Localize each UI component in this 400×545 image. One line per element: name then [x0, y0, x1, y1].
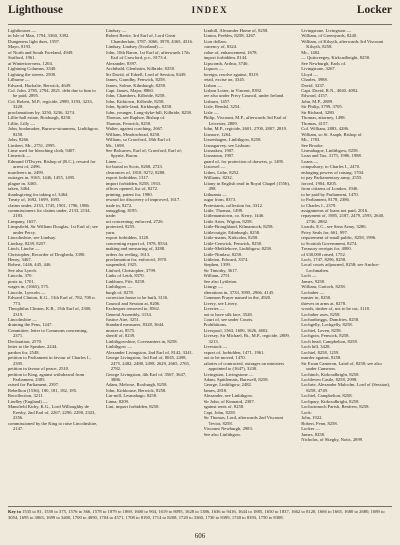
index-entry: Littlemanstown, co. Kerry, 1446. — [203, 213, 265, 219]
index-entry: trade in, 8272. — [105, 202, 133, 208]
index-entry: James, Solme, Kilmburgh, 8258. — [105, 82, 167, 88]
index-entry: Liverpool, 1563, 1606, 1626, 4602. — [203, 327, 269, 333]
index-entry: Lochiel, Leven, 8258. — [301, 327, 342, 333]
index-entry: Mansfield Kirby, K.G., Lord Willoughby de Eresby, 2nd Earl of, 2267, 2290, 2298, 2323, 2356. — [8, 404, 96, 421]
footer-key-text: 1535 to 81, 1550 to 375, 1576 to 366, 1578 to 1879 to 1869, 1600 to 904, 1619 to 8095, 1628 to 1386, 1636 to 9416, 1644 to 1885, 1650 to 1837, 1662 to 8120, 1666 to 1665, 1680 to 2680, 1689 to 3054, 1695 to 3063, 1699 to 3400, 1700 to 4090, 1704 to 4571, 1708 to 8190, 1714 to 8208, 1720 to 3360, 1730 to 8399, 1740 to 8393, 1750 to 8308. — [8, 509, 385, 520]
index-entry: Listowel — — [203, 164, 226, 170]
index-entry: Thomas, Fenwick, 8258. — [105, 120, 152, 126]
index-entry: Lochwinnoch Parish, Renfrew, 8258. — [301, 404, 370, 410]
index-entry: Common Prayer named in the, 4920. — [203, 295, 272, 301]
index-entry: of North and South Foreland, 4949. — [8, 49, 74, 55]
index-entry: Little-Meiklehove, Linlithgow, 8258. — [203, 246, 272, 252]
index-entry: Lindsay, 8239, 8257. — [8, 240, 47, 246]
index-entry: William, 2751. — [203, 273, 232, 279]
index-entry: John, 10th Baron, 1st Earl of, afterwards 17th Earl of Crawford, p.v., 8173 d. — [105, 49, 190, 61]
index-entry: for burial in Scots, 8268, 2723. — [105, 164, 163, 170]
index-entry: Littleton, Edward, 3374. — [203, 257, 249, 263]
index-entry: Standard measures, 8328, 3644. — [105, 322, 165, 328]
index-entry: against rents of, 8258. — [203, 404, 245, 410]
index-entry: Lochaber axes, 8258. — [301, 311, 341, 317]
index-entry: in Isle of Man, 1794, 3360, 3392. — [8, 33, 70, 39]
index-entry: Court of, see under Courts. — [203, 317, 254, 323]
index-entry: Lochiel, 8258, 1259. — [301, 349, 340, 355]
index-entry: Stephen, 1399. — [203, 262, 231, 268]
index-entry: Thomas, attorney, 1498. — [301, 115, 346, 121]
index-entry: offices opened, list of, 8272. — [105, 186, 159, 192]
index-entry: Lochgelly, Lochgelly, 8258. — [301, 322, 353, 328]
index-entry: taken, 3464. — [8, 186, 31, 192]
index-entry: Livesey, Sir Michael, Bt., M.P., regicide, 2809, 3213. — [203, 333, 290, 344]
index-entry: muster at, 8575. — [105, 327, 136, 333]
index-entry: John, bookmaker, Burrow-stounness, Linlithgow, 8258. — [8, 126, 99, 137]
index-entry: Loans — — [301, 158, 319, 164]
index-entry: not to be moved, 1470. — [203, 355, 246, 361]
index-column-1 — [8, 28, 99, 506]
index-entry: proclamations by, 3250, 3236, 3274. — [8, 109, 76, 115]
index-column-3 — [204, 28, 295, 506]
index-entry: Adam, Spittlemais, Barrwell, 8258. — [203, 377, 269, 382]
index-entry: currency of, 8324. — [203, 44, 238, 50]
index-entry: Alexander, 8397. — [105, 60, 138, 66]
running-header — [8, 4, 392, 25]
index-entry: murder against, 8258. — [301, 355, 342, 361]
index-entry: Linlithgow — — [105, 344, 132, 350]
index-entry: requirement of small public, 8258, 1996. — [301, 235, 377, 241]
index-entry: pardon for, 2548. — [8, 349, 40, 355]
index-entry: Livestock — — [203, 344, 228, 350]
index-entry: Sir Philip, 3799, 3705. — [301, 104, 343, 110]
index-entry: Loch — — [301, 273, 317, 279]
index-entry: Mr., 1482. — [301, 49, 321, 55]
index-entry: salaries of contracted, outrages on ministers appointed to (1647), 3230. — [203, 360, 285, 372]
index-entry: Livingstone, Livingston — — [301, 28, 352, 33]
index-entry: not to have silk lace, 3528. — [203, 311, 253, 317]
index-entry: General Assembly, 3134. — [105, 311, 152, 317]
index-column-4 — [301, 28, 392, 506]
index-entry: Lin-mill, Lesmahago, 8258. — [105, 393, 158, 399]
index-entry: Loch head, Campbelton, 8258. — [301, 338, 358, 344]
index-entry: Lochaber — — [301, 289, 325, 295]
index-entry: Adam, Melrose, Roxburgh, 8258. — [105, 382, 168, 388]
index-entry: raised for Parliament, 2397. — [8, 382, 60, 388]
index-entry: Capt. James, Major, 8860. — [105, 87, 154, 93]
index-entry: Lincolnshire, see Lindsay. — [8, 235, 57, 241]
index-entry: Sir Thomas, Lord, afterwards 2nd Viscount Teviot, 8258. — [203, 415, 284, 426]
index-entry: Sir Richard, 3280. — [301, 109, 335, 115]
index-entry: See also Linlithgow. — [203, 431, 242, 437]
index-entry: trade: — [105, 213, 117, 219]
index-entry: yarn: — [105, 229, 116, 235]
index-entry: James, 8258. — [301, 431, 326, 437]
index-entry: Lismahagoe, Linlithgow, 8258. — [301, 147, 359, 153]
index-entry: burgh of, 8278. — [105, 289, 134, 295]
index-entry: Capt. David, R.N., 4040, 4092. — [301, 87, 359, 93]
index-entry: Loan and Tax, 3175, 1986, 1988. — [301, 153, 362, 159]
index-entry: proclamation for, enforced, 1970. — [105, 257, 168, 263]
index-entry: Lint, import forbidden, 8258. — [105, 404, 160, 410]
index-entry: Alexander Livingston, 2nd Earl of, 8142, 3241. — [105, 349, 194, 355]
index-entry: Linkburn, Fife, 8258. — [105, 278, 146, 284]
index-entry: James, 9258. — [301, 278, 326, 284]
index-entry: Little, Thomas, 1498. — [203, 207, 244, 213]
index-entry: Lion dollars: — [203, 38, 228, 44]
index-entry: value of, enhancement, 1678. — [203, 49, 258, 55]
index-entry: Little-Cenwick, Fenwick, 8258. — [203, 240, 263, 246]
index-entry: John, 1922. — [301, 415, 323, 421]
index-entry: — Quitcreegey, Kirkcudbright, 8258. — [301, 55, 371, 61]
index-entry: Limpsfield, Sir William Douglas, 1st Earl of; see under Percy. — [8, 224, 98, 235]
index-entry: Lochgoin, Fenwick, 8258. — [301, 333, 350, 339]
index-entry: Robert Bertie, 3rd Earl of, Lord Great Chamberlain, 3787, 3066, 3978, 4365, 4316. — [105, 33, 194, 44]
index-entry: Livingston, Livingstone — — [203, 371, 254, 377]
index-entry: Lochiel, Campbelton, 8258. — [301, 393, 353, 399]
index-entry: foreign, resolve against, 8319. — [203, 71, 260, 77]
index-entry: thieves in arms at, 8278. — [301, 300, 347, 306]
index-entry: Lilburne — — [8, 77, 30, 83]
index-entry: Lloyd — — [301, 71, 318, 77]
index-entry: Christopher, Recorder of Drogheda, 3390. — [8, 251, 86, 257]
index-entry: petition in favour of peace, 2510. — [8, 366, 70, 372]
index-entry: Linch, Linche — — [8, 246, 40, 252]
index-entry: Lisle — — [203, 109, 219, 115]
index-entry: forced, 1904, 8205. — [301, 180, 338, 186]
index-entry: import forbidden, 8258, 1933. — [105, 180, 162, 186]
index-entry: Liturgy — — [203, 284, 223, 290]
index-entry: from citizens of London, 1946. — [301, 186, 359, 192]
index-entry: assignments of loans not paid, 2016. — [301, 207, 369, 213]
index-entry: William, Garioch, 8258. — [301, 284, 346, 290]
index-entry: Linlithgowshire, Covenanters in, 8258. — [105, 338, 178, 344]
index-entry: See Balcarres, Earl of; Crawford, Earl of; Spynie, Baron. — [105, 147, 183, 159]
index-entry: John, Kirktown, Kilbride, 8258. — [105, 98, 165, 104]
index-entry: suspended, 1925. — [105, 262, 138, 268]
index-entry: Links of Leith, 8370. — [105, 273, 145, 279]
index-entry: Mayo, 8193. — [8, 44, 32, 50]
index-entry: Lighthouses — — [8, 28, 37, 33]
index-entry: concerning export of, 1978, 8534. — [105, 240, 169, 246]
index-entry: Lochartbriggs, Dumfries, 8258. — [301, 317, 360, 323]
index-entry: sheriff of, 8239. — [105, 333, 136, 339]
index-entry: John, Chambers, Kilbride, 8258. — [105, 93, 166, 99]
index-entry: John, younger, Long-dyke-hill, Kilbride, 8258. — [105, 109, 192, 115]
index-entry: to be paid by Parliament, 1470. — [301, 191, 359, 197]
index-entry: export forbidden, 1317. — [105, 175, 150, 181]
index-entry: Lock: — [301, 409, 312, 415]
index-entry: Robert, Fenn, 8258. — [301, 420, 338, 426]
index-entry: George Livingston, 4th Earl of, 3567, 3647, 3886. — [105, 371, 187, 382]
index-entry: orders for reeling, 1613. — [105, 251, 151, 257]
index-entry: William, Meadowhead, 8258. — [105, 131, 161, 137]
index-entry: Lillie, Lilly — — [8, 120, 35, 126]
index-entry: Col. William, 2883, 4286. — [301, 126, 350, 132]
index-entry: Lochrie, Alexander Malcolm, Lord of (Session), 8258, 4749. — [301, 382, 391, 393]
index-entry: Sir Timothy, 3617. — [203, 267, 238, 273]
index-entry: muster in, 8258. — [301, 295, 332, 301]
index-entry: reward for discovery of improved, 1617. — [105, 197, 181, 203]
index-entry: Lindsay, Lindsey (Scotland) — — [105, 44, 164, 50]
index-entry: David, 3237. — [301, 82, 326, 88]
index-entry: Capt. John, 8258. — [203, 409, 236, 415]
index-entry: to Charles I., 2379. — [301, 202, 337, 208]
index-entry: murderers in, 2499. — [8, 169, 44, 175]
index-entry: at Winterton-ness, 1204. — [8, 60, 53, 66]
index-entry: to Scottish Government, 8274. — [301, 240, 358, 246]
index-entry: John, Kirkhouse, Berwick, 8258. — [105, 387, 167, 393]
index-entry: William, of Greenyards, 8240. — [301, 33, 358, 39]
index-entry: Sir Ewan Cameron, Laird of, 8258; see also under Cameron. — [301, 360, 382, 372]
index-entry: Littlecraigie, Edinburgh, 8258. — [203, 229, 261, 235]
index-entry: petition to King, against withdrawal from Parliament, 2385. — [8, 371, 85, 382]
index-entry: George, Linlithgow, 2482. — [203, 382, 252, 388]
index-entry: of £30,000 raised, 1752. — [301, 251, 346, 257]
index-entry: Sir John, of Kinnaird, 2387. — [203, 398, 255, 404]
index-entry: clearances of, 1810, 9272, 8288. — [105, 169, 166, 175]
index-entry: See Newburgh, Earls of. — [301, 60, 347, 66]
index-entry: William, so St. Asaph, Bishop of. — [301, 131, 363, 137]
index-entry: Declaration, 2570. — [8, 338, 43, 344]
index-entry: Lindley (England) — — [8, 398, 48, 404]
index-entry: making and measuring of, 3288. — [105, 246, 166, 252]
index-entry: Lismore, 1264. — [203, 131, 232, 137]
index-entry: Lisle, Rendal, 3254. — [203, 104, 241, 110]
index-entry: Charles, 3988. — [301, 77, 328, 83]
index-entry: export of, forbidden, 1471, 1961. — [203, 349, 265, 355]
index-entry: Linford, Christopher, 3799. — [105, 267, 157, 273]
index-entry: act concerning, enforced, 2726. — [105, 218, 164, 224]
index-entry: Walter, against coaching, 2667. — [105, 126, 164, 132]
index-entry: Litany in English read in Royal Chapel (1556), 498. — [203, 180, 290, 192]
index-entry: Archibald, Glenhairn, Kilbride, 8258. — [105, 66, 176, 72]
index-entry: to Parliament, 8178, 2386. — [301, 197, 350, 203]
index-entry: Thomas, see Raphoe, Bishop of. — [105, 115, 166, 121]
index-entry: Loards, E.C., see Sena Army, 3286. — [301, 224, 367, 230]
index-entry: Lindsay — — [105, 28, 127, 33]
index-entry: Mr., 1698. — [105, 142, 125, 148]
index-entry: Edward Clinton, K.G., 13th Earl of, 782, 700 n. 773. — [8, 295, 96, 306]
index-entry: Liveries — — [203, 306, 225, 312]
header-first-entry: Lighthouse — [8, 4, 63, 16]
index-entry: Lipscomb, Arthur, 3746. — [203, 60, 249, 66]
index-entry: Little-Nimlaw, 8258. — [203, 251, 243, 257]
index-entry: Prohibitions. — [203, 322, 228, 328]
index-entry: James, 2818. — [203, 387, 228, 393]
index-entry: repayment of, 1885, 2187, 2479, 2593, 2640, 2736, 2882. — [301, 213, 385, 224]
index-entry: Rebellion (1536), 180, 181, 182, 185. — [8, 387, 78, 393]
index-entry: posts to, 1701. — [8, 278, 35, 284]
index-entry: Sir David, of Edzell, Lord of Session, 8449. — [105, 71, 187, 77]
index-entry: thanksgiving for taking of, 3464. — [8, 191, 69, 197]
index-entry: printing, patent for, 1980. — [105, 191, 153, 197]
index-entry: Linen — — [105, 158, 123, 164]
index-entry: Justice Aire, 3251. — [105, 317, 140, 323]
index-entry: Loch hill, 3428. — [301, 344, 331, 350]
index-entry: Lisbon Lotter, in Vincent, 8392. — [203, 87, 263, 93]
index-entry: Little Aries, Wigton, 8258. — [203, 218, 253, 224]
index-entry: Lisburn, 1457. — [203, 98, 231, 104]
index-entry: Col. Robert, M.P., regicide, 2989, 3193, 3233, 3220. — [8, 98, 93, 110]
index-entry: Williams, 8232. — [203, 175, 233, 181]
index-entry: letter to the Speaker, 2244. — [8, 344, 58, 350]
index-entry: Little-mains, Kirkcolm, 8258. — [203, 235, 259, 241]
index-entry: retail, excise on, 3345. — [203, 77, 246, 83]
index-entry: Philip, Viscount, M.P., afterwards 3rd Earl of Leicester, 2809. — [203, 115, 287, 126]
index-entry: Linlithgow — — [105, 284, 132, 290]
index-entry: Lincolnshire — — [8, 317, 37, 323]
index-entry: William, so Crawford, 18th Earl of. — [105, 137, 172, 143]
index-entry: Loch, 1747, 8296, 8258. — [301, 257, 347, 263]
index-entry: Limerick — — [8, 153, 31, 159]
index-entry: Livingstone, 3267. — [301, 66, 336, 72]
index-entry: See also Lynch. — [8, 267, 37, 273]
index-columns — [8, 28, 392, 506]
index-entry: See Brooke. — [301, 142, 324, 148]
index-entry: See also Lyttleton. — [203, 278, 238, 284]
index-entry: James, Grandby, Fenwick, 8258. — [105, 77, 166, 83]
index-entry: Lisnagarvey, see Lisburn. — [203, 142, 251, 148]
header-last-entry: Locker — [356, 4, 392, 16]
index-entry: Lochinch, Kirkcudbright, 8258. — [301, 371, 360, 377]
index-entry: Mr., 1783. — [301, 137, 321, 143]
footer-key — [8, 506, 392, 520]
index-entry: Committee, letter to Commons concerning, 2371. — [8, 327, 88, 339]
index-entry: Nicholas, of Skegby, Notts, 2899. — [301, 436, 364, 442]
index-entry: Lochpary, Kirkcudbright, 8258. — [301, 398, 360, 404]
index-entry: Edward, 4157. — [301, 93, 329, 99]
index-entry: claims under, 2133, 1745, 1901, 1796, 1986. — [8, 202, 90, 208]
index-entry: Livery, see Livery. — [203, 300, 238, 306]
index-entry: Linton, Peebles, 8258, 3267. — [203, 33, 257, 39]
index-entry: Little-Broughland, Kilmarnock, 8258. — [203, 224, 274, 230]
index-entry: Viscount Newburgh, 2983. — [203, 426, 253, 432]
page-number: 606 — [194, 532, 206, 540]
index-entry: outrages in, 9165, 1446, 1455, 1495. — [8, 175, 76, 181]
index-entry: Lime used for bleaching cloth, 9407. — [8, 147, 76, 153]
index-entry: Edmund O'Dwyer, Bishop of (R.C.), reward for arrest of, 2496. — [8, 158, 96, 170]
index-entry: to pay Parliamentary army, 2555. — [301, 175, 363, 181]
index-entry: Lightning Columns, 3540. — [8, 66, 57, 72]
index-entry: Robert, 1446, 445, 446. — [8, 262, 52, 268]
index-column-2 — [106, 28, 197, 506]
index-entry: Lighting the streets, 2508. — [8, 71, 57, 77]
index-entry: Exchequer removed to, 8562. — [105, 306, 160, 312]
index-entry: Treasury receipts for, 4000. — [301, 246, 352, 252]
index-entry: Lisnatoun, 1907. — [203, 153, 235, 159]
header-title: INDEX — [191, 5, 229, 15]
index-entry: Lillie-hall estate, Roxburgh, 8258. — [8, 115, 72, 121]
index-entry: Lincoln, Lyncoln — — [8, 289, 46, 295]
index-entry: Alexander, see Linlithgow. — [203, 393, 254, 399]
index-entry: Protestants, collection for, 3312. — [203, 202, 264, 208]
index-entry: Limpany, 1657. — [8, 218, 37, 224]
index-entry: wages in, (1665), 575. — [8, 284, 50, 290]
index-entry: Treaty of, 1692, 1699, 1695. — [8, 197, 61, 203]
index-entry: Henry, 3467. — [8, 257, 32, 263]
index-entry: Council and Session at, 8206. — [105, 300, 161, 306]
index-entry: enlarging powers of raising, 1704. — [301, 169, 365, 175]
index-entry: Lithes, Lithe, 8252. — [203, 169, 240, 175]
index-entry: Lochleven Castle, 8258, 2998. — [301, 377, 358, 382]
index-entry: Liquors — — [203, 66, 224, 72]
index-entry: commissioned by the King to raise Lincolnshire, 2147. — [8, 420, 98, 432]
index-entry: draining the Fens, 1247. — [8, 322, 53, 328]
index-entry: John, M.P., 2889. — [301, 98, 334, 104]
footer-key-label: Key to — [8, 509, 21, 514]
index-entry: Lithuania — — [203, 191, 227, 197]
index-entry: Local courts adjourned, 8258; see Anchor-Lochmaben. — [301, 262, 380, 273]
index-entry: correction house to be built, 3116. — [105, 295, 169, 301]
index-entry: plague in, 3465. — [8, 180, 38, 186]
index-entry: sugar from, 8373. — [203, 197, 237, 203]
index-entry: import forbidden, 8144. — [203, 55, 248, 61]
index-entry: woods, timber of, not to be cut, 3118. — [301, 306, 371, 312]
index-entry: compulsory, to Charles I., 2470. — [301, 164, 361, 170]
index-entry: Dungeness light dues, 1597. — [8, 38, 60, 44]
index-entry: Edward, Hackalie, Berwick, 4649. — [8, 82, 72, 88]
index-entry: export forbidden, 3128. — [105, 235, 150, 241]
index-entry: Lisbon — — [203, 82, 223, 88]
index-entry: guard of, for protection of drawers, p. 1495. — [203, 158, 285, 164]
index-entry: petition to Parliament in favour of Charles I., 2395. — [8, 355, 91, 366]
index-entry: Col. John, 2785, 2794, 2821. debt due to him to be paid, 2895. — [8, 87, 96, 99]
index-entry: alterations in, 3733, 3995, 2966, 4145. — [203, 289, 275, 295]
index-entry: Locker — — [301, 426, 320, 432]
index-entry: see also under Privy Council, under Ireland. — [203, 93, 285, 99]
index-entry: Stafford, 1961. — [8, 55, 36, 61]
index-entry: protected, 8255. — [105, 224, 136, 230]
index-entry: Linna, 8209. — [105, 398, 130, 404]
index-entry: Linthill, Alexander Home of, 8258. — [203, 28, 269, 33]
index-entry: Recollection, 3211. — [8, 393, 44, 399]
index-entry: George Livingston, 3rd Earl of, 8045, 2498, 2475, 2482, 2488, 2498, 2629, 2665, 2765, 2782. — [105, 355, 190, 372]
index-entry: Limbert, Mr., 2751, 2995. — [8, 142, 56, 148]
index-entry: Privy Seals for, 661, 997. — [301, 229, 348, 235]
index-entry: Lincoln, 370. — [8, 273, 33, 279]
index-entry: Lissenhagen, Linlithgow, 8258. — [203, 137, 262, 143]
index-entry: smuggling, 8195. — [105, 207, 138, 213]
index-entry: John, Spittle-land, Kirkburgh, 8258. — [105, 104, 173, 110]
index-entry: John, 8266. — [8, 137, 30, 143]
index-entry: Thomas, 4157. — [301, 120, 329, 126]
index-entry: William, of Kilsyth, afterwards 3rd Viscount Kilsyth, 8258. — [301, 38, 384, 50]
index-entry: commissioners for claims under, 2133, 2134, 2183. — [8, 207, 91, 219]
index-entry: Lisnaskea, 1907. — [203, 147, 235, 153]
index-entry: Theophilus Clinton, K.B., 15th Earl of, 2300, 2319. — [8, 306, 92, 317]
index-entry: John, M.P., regicide, 2601, 2700, 2807, 2819. — [203, 126, 288, 132]
